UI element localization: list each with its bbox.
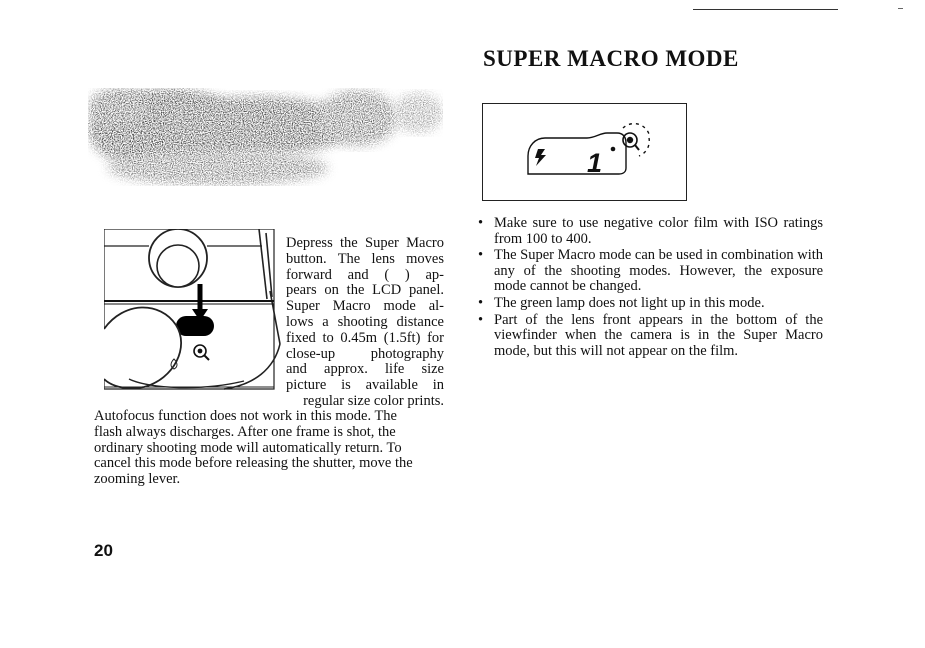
body-line: cancel this mode before releasing the shutter, move the [94, 455, 413, 472]
bullet-marker: • [478, 247, 484, 264]
side-line: button. The lens moves [286, 250, 444, 267]
scan-smudge-image [58, 68, 458, 208]
camera-illustration [104, 229, 282, 396]
list-item [478, 216, 823, 247]
side-line: forward and ( ) ap- [286, 266, 444, 283]
page-number: 20 [94, 541, 113, 560]
list-item-text: Part of the lens front appears in the bottom of the viewfinder when the camera is in the Super Macro mode, but this will not appear on the film. [494, 311, 823, 359]
list-item [478, 313, 823, 360]
body-line: flash always discharges. After one frame is shot, the [94, 423, 396, 440]
body-line: Autofocus function does not work in this mode. The [94, 408, 397, 424]
list-item-text: The green lamp does not light up in this mode. [494, 294, 765, 311]
flash-icon [535, 149, 546, 166]
body-line: zooming lever. [94, 471, 181, 488]
side-line: Super Macro mode al- [286, 298, 444, 315]
page-title: SUPER MACRO MODE [483, 46, 739, 71]
body-paragraph [94, 409, 442, 488]
bullet-marker: • [478, 311, 484, 328]
side-line: picture is available in [286, 377, 444, 394]
corner-mark [898, 8, 903, 9]
bullet-marker: • [478, 215, 484, 231]
side-line: Depress the Super Macro [286, 235, 444, 251]
side-line: close-up photography [286, 345, 444, 362]
body-line: ordinary shooting mode will automatically return. To [94, 439, 402, 456]
lcd-panel-diagram [482, 103, 687, 201]
top-rule [693, 9, 838, 10]
side-line: pears on the LCD panel. [286, 282, 444, 299]
list-item-text: Make sure to use negative color film with ISO ratings from 100 to 400. [494, 215, 823, 247]
side-description [286, 236, 444, 410]
super-macro-icon [623, 124, 649, 156]
lcd-digit: 1 [587, 148, 603, 178]
bullet-marker: • [478, 294, 484, 311]
side-line: and approx. life size [286, 361, 444, 378]
side-line: fixed to 0.45m (1.5ft) for [286, 329, 444, 346]
list-item [478, 296, 823, 312]
side-line: regular size color prints. [303, 392, 444, 409]
list-item-text: The Super Macro mode can be used in combination with any of the shooting modes. However, the exposure mode cannot be changed. [494, 247, 823, 295]
super-macro-icon [194, 345, 209, 360]
list-item [478, 248, 823, 295]
side-line: lows a shooting distance [286, 313, 444, 330]
notes-list [478, 216, 823, 360]
